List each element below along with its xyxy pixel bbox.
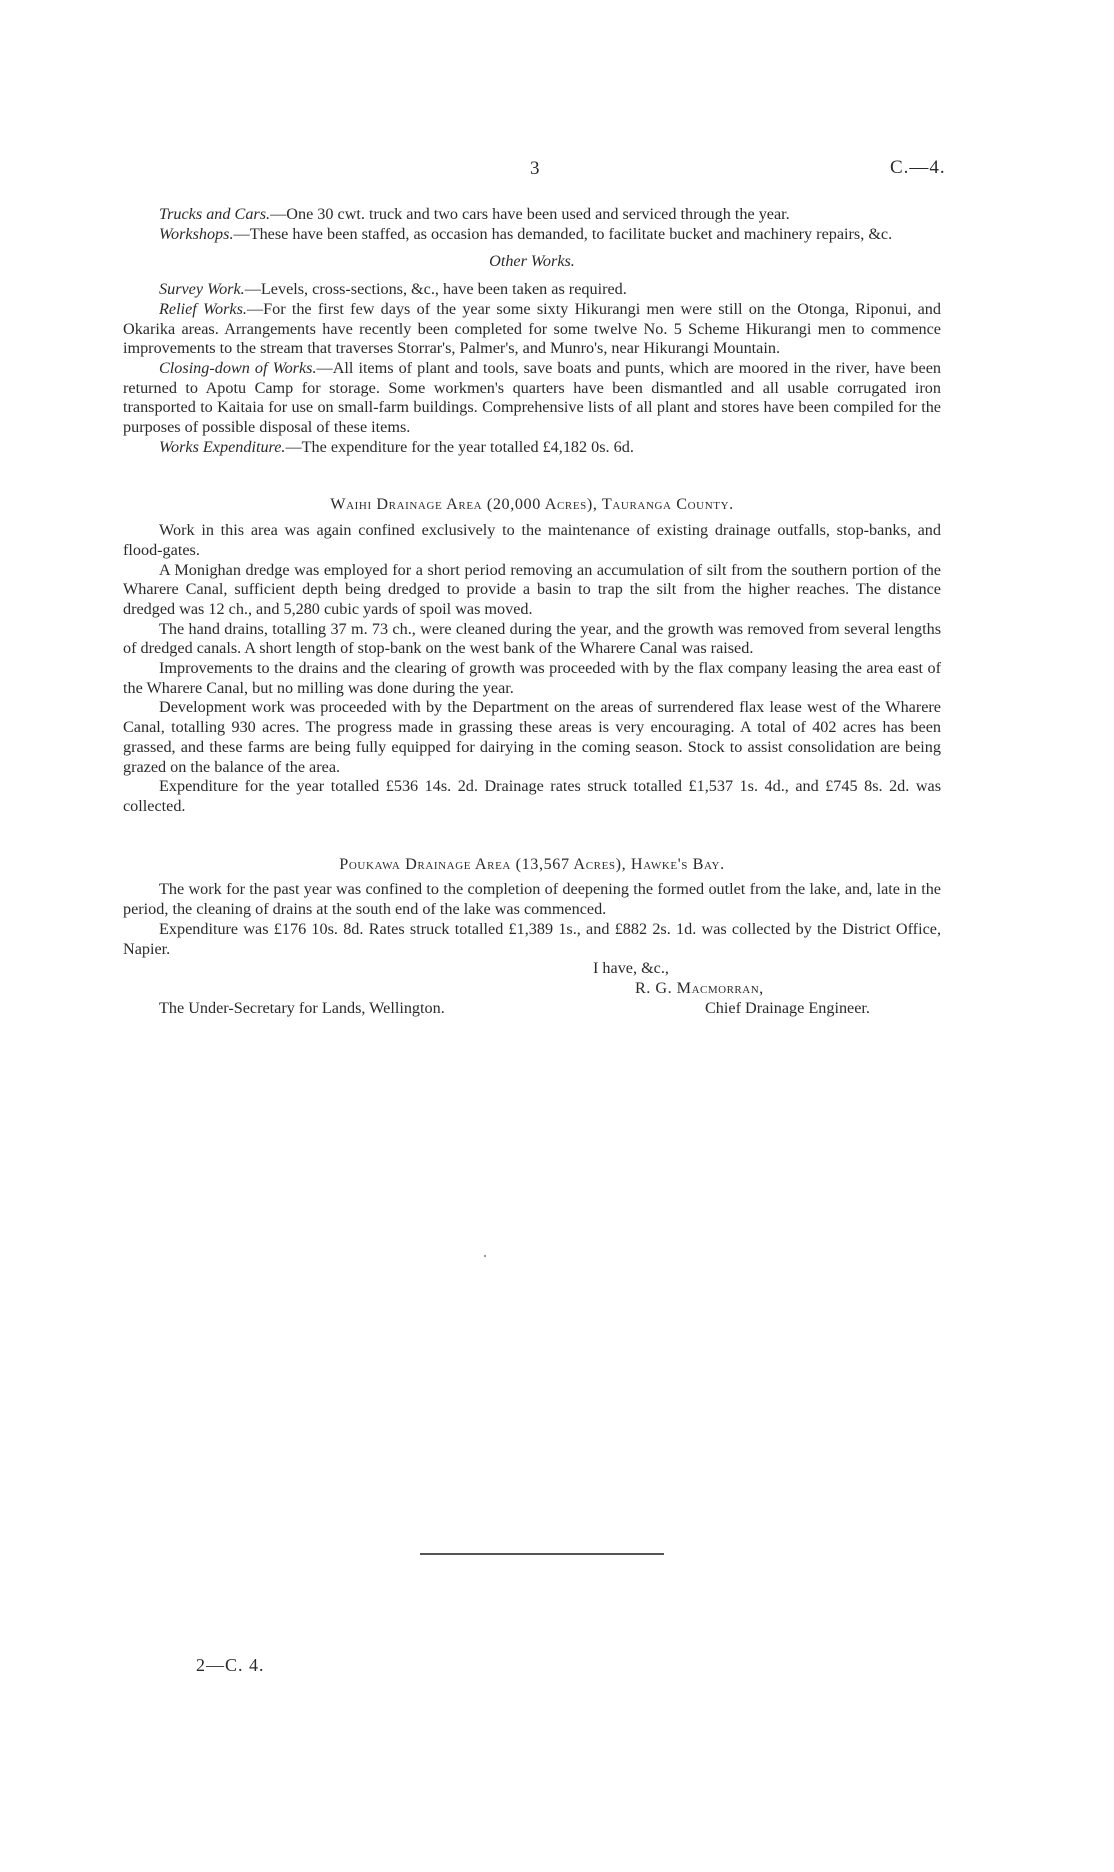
print-speck — [484, 1255, 486, 1257]
paragraph-poukawa-1: The work for the past year was confined to the completion of deepening the formed outlet from the lake, and, late in the period, the cleaning of drains at the south end of the lake was commenced. — [123, 880, 941, 919]
document-reference: C.—4. — [890, 157, 946, 178]
paragraph-workshops — [123, 225, 941, 245]
signature-greeting: I have, &c., — [593, 959, 669, 978]
paragraph-closing-down — [123, 359, 941, 438]
paragraph-text: —One 30 cwt. truck and two cars have been used and serviced through the year. — [270, 205, 790, 223]
paragraph-text: —All items of plant and tools, save boats and punts, which are moored in the river, have been returned to Apotu Camp for storage. Some workmen's quarters have been dismantled and all usable corrugated iron transported to Kaitaia for use on small-farm buildings. Comprehensive lists of all plant and stores have been compiled for the purposes of possible disposal of these items. — [123, 358, 941, 437]
paragraph-waihi-4: Improvements to the drains and the clearing of growth was proceeded with by the flax company leasing the area east of the Wharere Canal, but no milling was done during the year. — [123, 659, 941, 697]
paragraph-relief-works — [123, 300, 941, 359]
paragraph-text: —These have been staffed, as occasion has demanded, to facilitate bucket and machinery repairs, &c. — [233, 224, 893, 243]
signature-name: R. G. Macmorran, — [635, 979, 764, 998]
heading-waihi-drainage-area: Waihi Drainage Area (20,000 Acres), Tauranga County. — [330, 495, 734, 514]
paragraph-waihi-6: Expenditure for the year totalled £536 14s. 2d. Drainage rates struck totalled £1,537 1s. 4d., and £745 8s. 2d. was collected. — [123, 777, 941, 815]
paragraph-lead: Workshops. — [159, 224, 234, 243]
paragraph-lead: Closing-down of Works. — [159, 358, 317, 377]
paragraph-works-expenditure — [123, 438, 941, 458]
paragraph-lead: Relief Works. — [159, 299, 247, 318]
subheading-other-works: Other Works. — [489, 252, 575, 271]
paragraph-lead: Works Expenditure. — [159, 437, 286, 456]
paragraph-poukawa-2: Expenditure was £176 10s. 8d. Rates struck totalled £1,389 1s., and £882 2s. 1d. was collected by the District Office, Napier. — [123, 919, 941, 958]
paragraph-lead: Survey Work. — [159, 280, 245, 299]
page-number: 3 — [530, 158, 540, 179]
paragraph-survey-work — [123, 280, 941, 300]
end-rule — [420, 1553, 664, 1555]
footer-signature-mark: 2—C. 4. — [196, 1655, 265, 1675]
signature-title: Chief Drainage Engineer. — [705, 999, 870, 1018]
paragraph-text: —The expenditure for the year totalled £4,182 0s. 6d. — [285, 437, 634, 456]
paragraph-lead: Trucks and Cars. — [159, 205, 271, 223]
paragraph-waihi-5: Development work was proceeded with by the Department on the areas of surrendered flax lease west of the Wharere Canal, totalling 930 acres. The progress made in grassing these areas is very encouraging. A total of 402 acres has been grassed, and these farms are being fully equipped for dairying in the coming season. Stock to assist consolidation are being grazed on the balance of the area. — [123, 698, 941, 776]
heading-poukawa-drainage-area: Poukawa Drainage Area (13,567 Acres), Hawke's Bay. — [339, 854, 725, 873]
paragraph-waihi-1: Work in this area was again confined exclusively to the maintenance of existing drainage outfalls, stop-banks, and flood-gates. — [123, 521, 941, 559]
paragraph-text: —Levels, cross-sections, &c., have been taken as required. — [244, 280, 627, 299]
paragraph-text: —For the first few days of the year some sixty Hikurangi men were still on the Otonga, Riponui, and Okarika areas. Arrangements have recently been completed for some twelve No. 5 Scheme Hikurangi men to commence improvements to the stream that traverses Storrar's, Palmer's, and Munro's, near Hikurangi Mountain. — [123, 299, 941, 358]
document-body — [123, 205, 941, 1033]
paragraph-waihi-2: A Monighan dredge was employed for a short period removing an accumulation of silt from the southern portion of the Wharere Canal, sufficient depth being dredged to provide a basin to trap the silt from the higher reaches. The distance dredged was 12 ch., and 5,280 cubic yards of spoil was moved. — [123, 560, 941, 618]
paragraph-trucks-and-cars — [123, 205, 941, 225]
paragraph-waihi-3: The hand drains, totalling 37 m. 73 ch., were cleaned during the year, and the growth was removed from several lengths of dredged canals. A short length of stop-bank on the west bank of the Wharere Canal was raised. — [123, 619, 941, 658]
signature-block — [123, 959, 941, 1033]
addressee: The Under-Secretary for Lands, Wellington. — [159, 999, 445, 1018]
